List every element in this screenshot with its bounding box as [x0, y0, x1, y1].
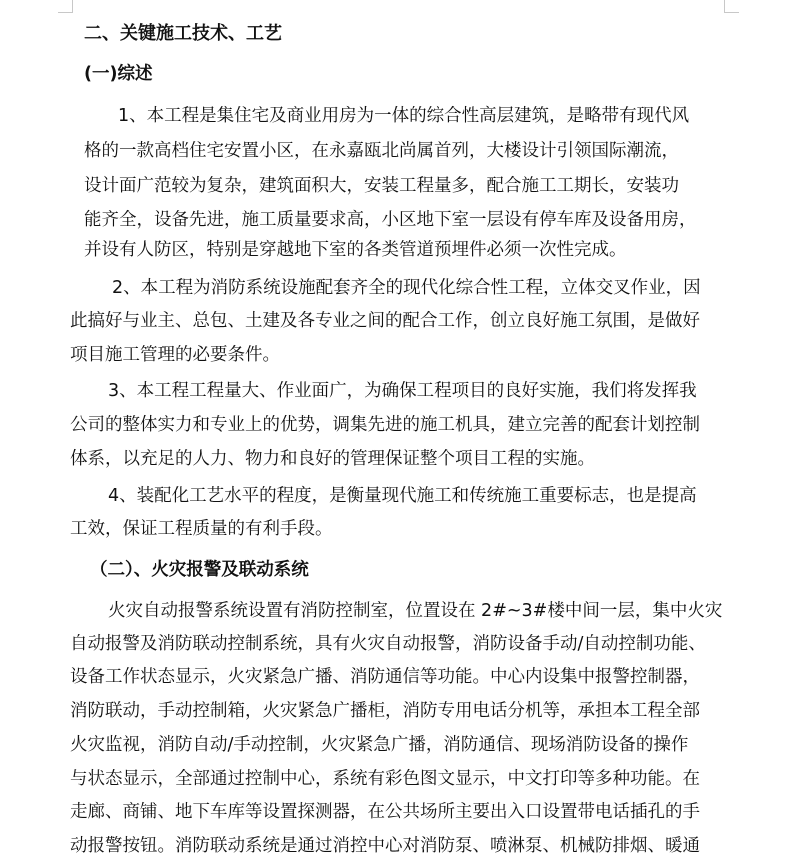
paragraph-line: 与状态显示，全部通过控制中心，系统有彩色图文显示，中文打印等多种功能。在 [70, 769, 700, 789]
paragraph-line: 走廊、商铺、地下车库等设置探测器，在公共场所主要出入口设置带电话插孔的手 [70, 802, 700, 822]
paragraph-line: 自动报警及消防联动控制系统，具有火灾自动报警，消防设备手动/自动控制功能、 [70, 634, 706, 654]
paragraph-line: 体系，以充足的人力、物力和良好的管理保证整个项目工程的实施。 [70, 449, 595, 469]
paragraph-line: 4、装配化工艺水平的程度，是衡量现代施工和传统施工重要标志，也是提高 [108, 486, 697, 506]
paragraph-line: 3、本工程工程量大、作业面广，为确保工程项目的良好实施，我们将发挥我 [108, 381, 697, 401]
page-corner-mark-right [724, 0, 739, 13]
paragraph-line: 并设有人防区，特别是穿越地下室的各类管道预埋件必须一次性完成。 [84, 240, 627, 260]
paragraph-line: 消防联动，手动控制箱，火灾紧急广播柜，消防专用电话分机等，承担本工程全部 [70, 701, 700, 721]
subsection-heading-fire-alarm: （二）、火灾报警及联动系统 [90, 560, 309, 580]
subsection-heading-overview: (一)综述 [84, 64, 153, 84]
paragraph-line: 工效，保证工程质量的有利手段。 [70, 519, 333, 539]
paragraph-line: 2、本工程为消防系统设施配套齐全的现代化综合性工程，立体交叉作业，因 [112, 278, 701, 298]
paragraph-line: 设计面广范较为复杂，建筑面积大，安装工程量多，配合施工工期长，安装功 [84, 176, 679, 196]
paragraph-line: 格的一款高档住宅安置小区，在永嘉瓯北尚属首列，大楼设计引领国际潮流， [84, 141, 679, 161]
paragraph-line: 能齐全，设备先进，施工质量要求高，小区地下室一层设有停车库及设备用房， [84, 210, 697, 230]
paragraph-line: 1、本工程是集住宅及商业用房为一体的综合性高层建筑，是略带有现代风 [118, 106, 690, 126]
paragraph-line: 火灾自动报警系统设置有消防控制室，位置设在 2#~3#楼中间一层，集中火灾 [108, 601, 723, 621]
paragraph-line: 公司的整体实力和专业上的优势，调集先进的施工机具，建立完善的配套计划控制 [70, 415, 700, 435]
page-corner-mark-left [58, 0, 73, 13]
paragraph-line: 项目施工管理的必要条件。 [70, 345, 280, 365]
paragraph-line: 此搞好与业主、总包、土建及各专业之间的配合工作，创立良好施工氛围，是做好 [70, 311, 700, 331]
paragraph-line: 动报警按钮。消防联动系统是通过消控中心对消防泵、喷淋泵、机械防排烟、暖通 [70, 836, 700, 856]
paragraph-line: 设备工作状态显示，火灾紧急广播、消防通信等功能。中心内设集中报警控制器， [70, 667, 700, 687]
section-heading: 二、关键施工技术、工艺 [84, 23, 282, 44]
paragraph-line: 火灾监视，消防自动/手动控制，火灾紧急广播，消防通信、现场消防设备的操作 [70, 735, 689, 755]
